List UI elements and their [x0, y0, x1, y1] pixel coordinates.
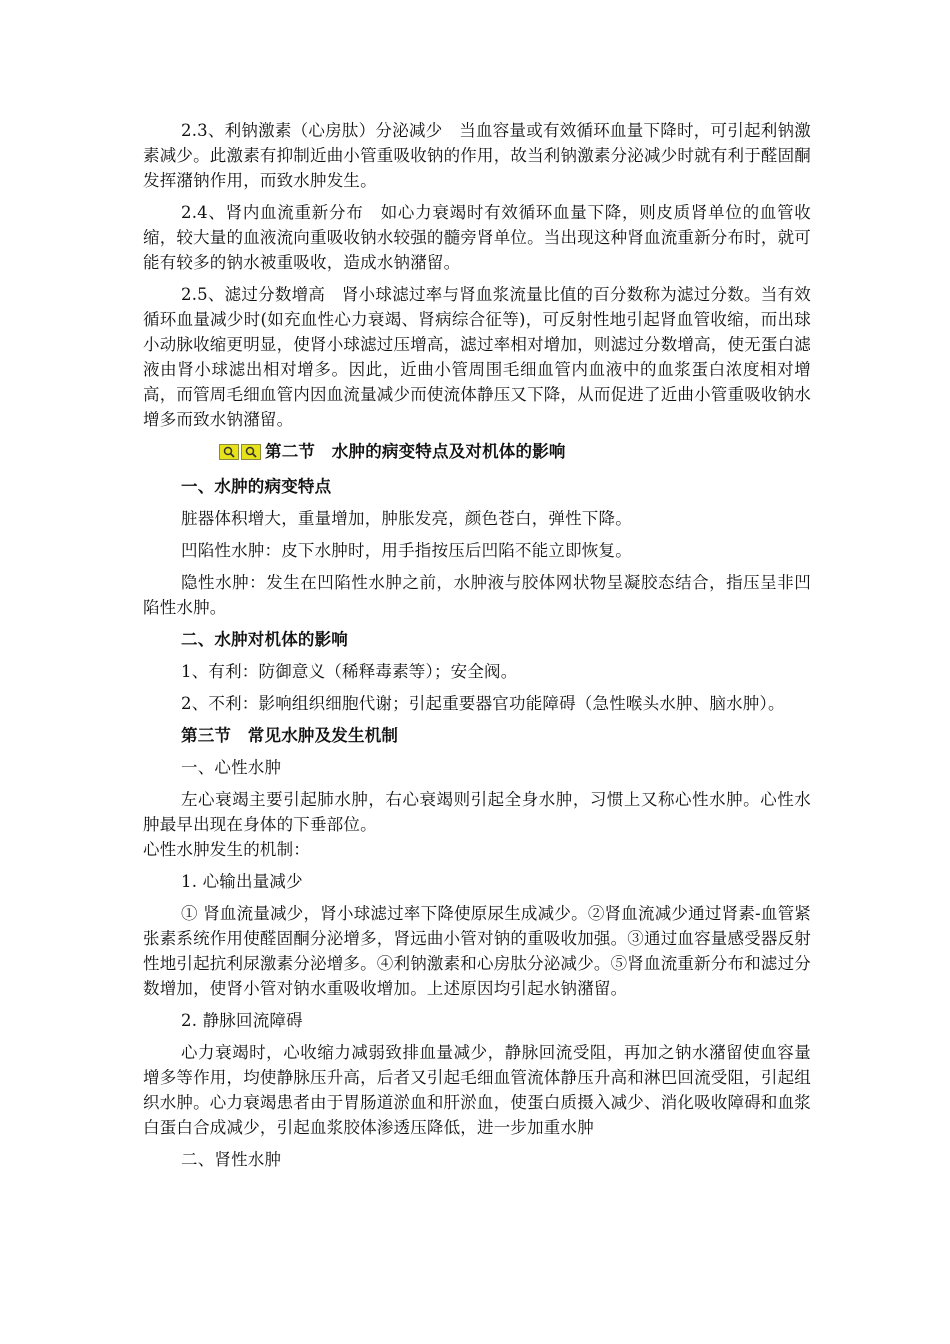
paragraph-venous-return: 心力衰竭时，心收缩力减弱致排血量减少，静脉回流受阻，再加之钠水潴留使血容量增多等作用，均使静脉压升高，后者又引起毛细血管流体静压升高和淋巴回流受阻，引起组织水肿。心力衰竭患者由于胃肠道淤血和肝淤血，使蛋白质摄入减少、消化吸收障碍和血浆白蛋白合成减少，引起血浆胶体渗透压降低，进一步加重水肿	[143, 1043, 811, 1137]
zoom-icon[interactable]	[241, 444, 261, 460]
paragraph-harm: 2、不利：影响组织细胞代谢；引起重要器官功能障碍（急性喉头水肿、脑水肿）。	[181, 694, 785, 713]
paragraph-cardiac-output: ① 肾血流量减少，肾小球滤过率下降使原尿生成减少。②肾血流减少通过肾素-血管紧张素系统作用使醛固酮分泌增多，肾远曲小管对钠的重吸收加强。③通过血容量感受器反射性地引起抗利尿激素分泌增多。④利钠激素和心房肽分泌减少。⑤肾血流重新分布和滤过分数增加，使肾小管对钠水重吸收增加。上述原因均引起水钠潴留。	[143, 904, 811, 998]
section-2-heading: 第二节 水肿的病变特点及对机体的影响	[265, 442, 566, 461]
zoom-icon[interactable]	[219, 444, 239, 460]
document-page	[143, 118, 811, 1172]
subheading-venous-return: 2. 静脉回流障碍	[181, 1011, 303, 1030]
paragraph-natriuretic: 2.3、利钠激素（心房肽）分泌减少 当血容量或有效循环血量下降时，可引起利钠激素减少。此激素有抑制近曲小管重吸收钠的作用，故当利钠激素分泌减少时就有利于醛固酮发挥潴钠作用，而致水肿发生。	[143, 121, 811, 190]
subheading-edema-effects: 二、水肿对机体的影响	[181, 630, 348, 649]
section-2-heading-row	[143, 439, 811, 467]
section-3-heading: 第三节 常见水肿及发生机制	[181, 726, 399, 745]
paragraph-renal-redistribution: 2.4、肾内血流重新分布 如心力衰竭时有效循环血量下降，则皮质肾单位的血管收缩，较大量的血液流向重吸收钠水较强的髓旁肾单位。当出现这种肾血流重新分布时，就可能有较多的钠水被重吸收，造成水钠潴留。	[143, 203, 811, 272]
paragraph-latent-edema: 隐性水肿：发生在凹陷性水肿之前，水肿液与胶体网状物呈凝胶态结合，指压呈非凹陷性水肿。	[143, 573, 811, 617]
paragraph-organ-changes: 脏器体积增大，重量增加，肿胀发亮，颜色苍白，弹性下降。	[181, 509, 632, 528]
subheading-edema-features: 一、水肿的病变特点	[181, 477, 332, 496]
paragraph-pitting-edema: 凹陷性水肿：皮下水肿时，用手指按压后凹陷不能立即恢复。	[181, 541, 632, 560]
heading-icons	[181, 442, 263, 467]
paragraph-filtration-fraction: 2.5、滤过分数增高 肾小球滤过率与肾血浆流量比值的百分数称为滤过分数。当有效循环血量减少时(如充血性心力衰竭、肾病综合征等)，可反射性地引起肾血管收缩，而出球小动脉收缩更明显，使肾小球滤过压增高，滤过率相对增加，则滤过分数增高，使无蛋白滤液由肾小球滤出相对增多。因此，近曲小管周围毛细血管内血液中的血浆蛋白浓度相对增高，而管周毛细血管内因血流量减少而使流体静压又下降，从而促进了近曲小管重吸收钠水增多而致水钠潴留。	[143, 285, 811, 429]
paragraph-benefit: 1、有利：防御意义（稀释毒素等）；安全阀。	[181, 662, 518, 681]
subheading-cardiac-edema: 一、心性水肿	[181, 758, 282, 777]
paragraph-cardiac-edema: 左心衰竭主要引起肺水肿，右心衰竭则引起全身水肿，习惯上又称心性水肿。心性水肿最早出现在身体的下垂部位。	[143, 790, 811, 834]
subheading-renal-edema: 二、肾性水肿	[181, 1150, 282, 1169]
subheading-cardiac-output: 1. 心输出量减少	[181, 872, 303, 891]
paragraph-mechanism-intro: 心性水肿发生的机制：	[143, 840, 310, 859]
